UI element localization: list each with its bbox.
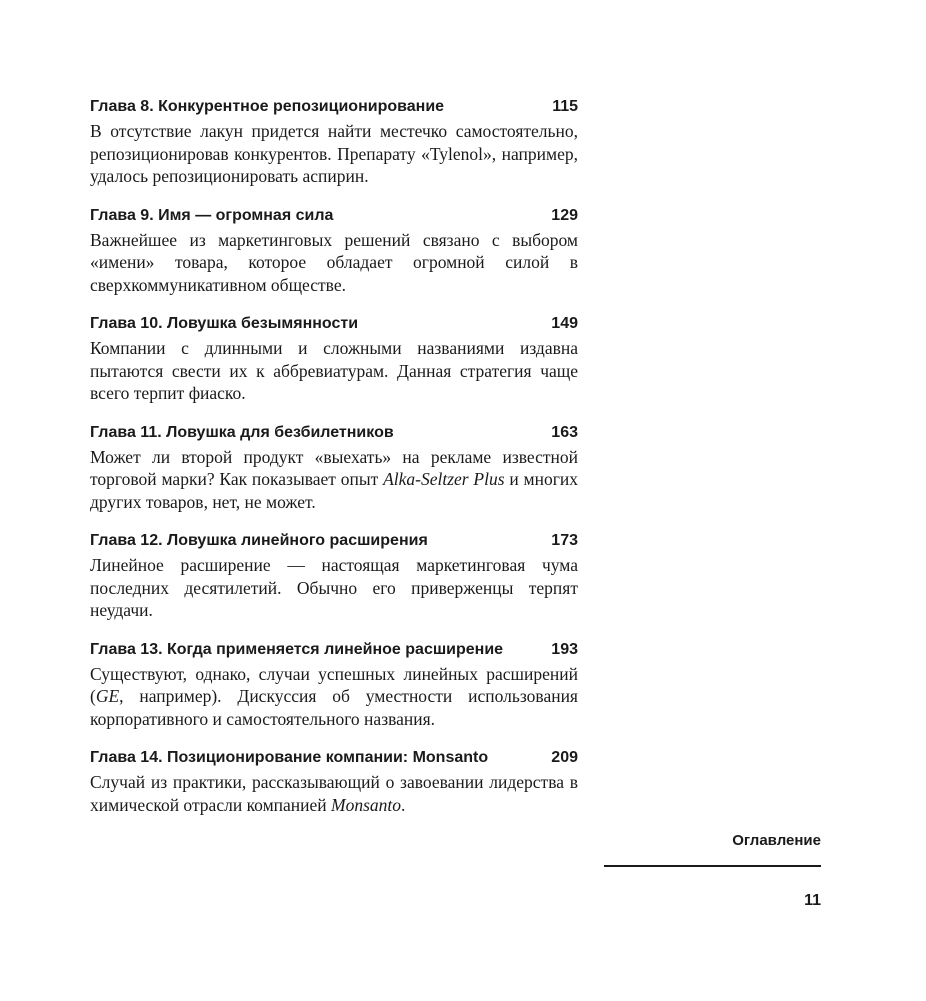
description-italic-text: Monsanto [331, 794, 402, 815]
table-of-contents [90, 96, 578, 833]
chapter-title: Глава 13. Когда применяется линейное расширение [90, 640, 504, 658]
chapter-heading[interactable] [90, 313, 578, 335]
chapter-description [90, 120, 578, 188]
description-text: Случай из практики, рассказывающий о завоевании лидерства в химической отрасли компанией [90, 772, 578, 815]
chapter-heading[interactable] [90, 747, 578, 769]
chapter-title: Глава 12. Ловушка линейного расширения [90, 532, 428, 549]
description-text: Может ли второй продукт «выехать» на рекламе известной торговой марки? Как показывает опыт [90, 446, 578, 489]
chapter-page-number: 173 [551, 532, 578, 549]
description-text: и многих других товаров, нет, не может. [90, 469, 578, 512]
chapter-heading[interactable] [90, 530, 578, 552]
chapter-heading[interactable] [90, 639, 578, 661]
toc-entry [90, 639, 578, 731]
description-text: Важнейшее из маркетинговых решений связано с выбором «имени» товара, которое обладает огромной силой в сверхкоммуникативном обществе. [90, 229, 578, 295]
chapter-page-number: 163 [551, 423, 578, 441]
chapter-page-number: 149 [551, 315, 578, 332]
chapter-heading[interactable] [90, 96, 578, 118]
chapter-page-number: 209 [551, 749, 578, 766]
description-italic-text: Alka-Seltzer Plus [383, 469, 505, 489]
toc-entry [90, 422, 578, 514]
description-text: , например). Дискуссия об уместности использования корпоративного и самостоятельного названия. [90, 686, 578, 729]
chapter-page-number: 193 [551, 640, 578, 658]
chapter-title: Глава 14. Позиционирование компании: Monsanto [90, 749, 489, 766]
chapter-description [90, 337, 578, 405]
page-number: 11 [804, 892, 821, 909]
running-head-rule [604, 865, 821, 867]
chapter-title: Глава 8. Конкурентное репозиционирование [90, 98, 445, 115]
description-text: Компании с длинными и сложными названиями издавна пытаются свести их к аббревиатурам. Данная стратегия чаще всего терпит фиаско. [90, 338, 578, 403]
chapter-title: Глава 10. Ловушка безымянности [90, 315, 359, 332]
chapter-description [90, 446, 578, 514]
chapter-title: Глава 11. Ловушка для безбилетников [90, 423, 394, 441]
chapter-heading[interactable] [90, 422, 578, 444]
chapter-description [90, 771, 578, 816]
chapter-page-number: 115 [552, 98, 578, 115]
running-head: Оглавление [732, 832, 821, 849]
chapter-page-number: 129 [551, 206, 578, 224]
toc-entry [90, 747, 578, 816]
toc-entry [90, 530, 578, 622]
toc-entry [90, 313, 578, 405]
description-text: В отсутствие лакун придется найти местечко самостоятельно, репозиционировав конкурентов. Препарату «Tylenol», например, удалось репозиционировать аспирин. [90, 121, 578, 186]
description-italic-text: GE [95, 686, 120, 706]
chapter-description [90, 554, 578, 622]
chapter-description [90, 663, 578, 731]
description-text: . [401, 794, 406, 815]
chapter-description [90, 229, 578, 297]
chapter-title: Глава 9. Имя — огромная сила [90, 206, 334, 224]
description-text: Существуют, однако, случаи успешных линейных расширений ( [90, 663, 578, 706]
toc-entry [90, 205, 578, 297]
toc-entry [90, 96, 578, 188]
chapter-heading[interactable] [90, 205, 578, 227]
description-text: Линейное расширение — настоящая маркетинговая чума последних десятилетий. Обычно его приверженцы терпят неудачи. [90, 555, 578, 620]
